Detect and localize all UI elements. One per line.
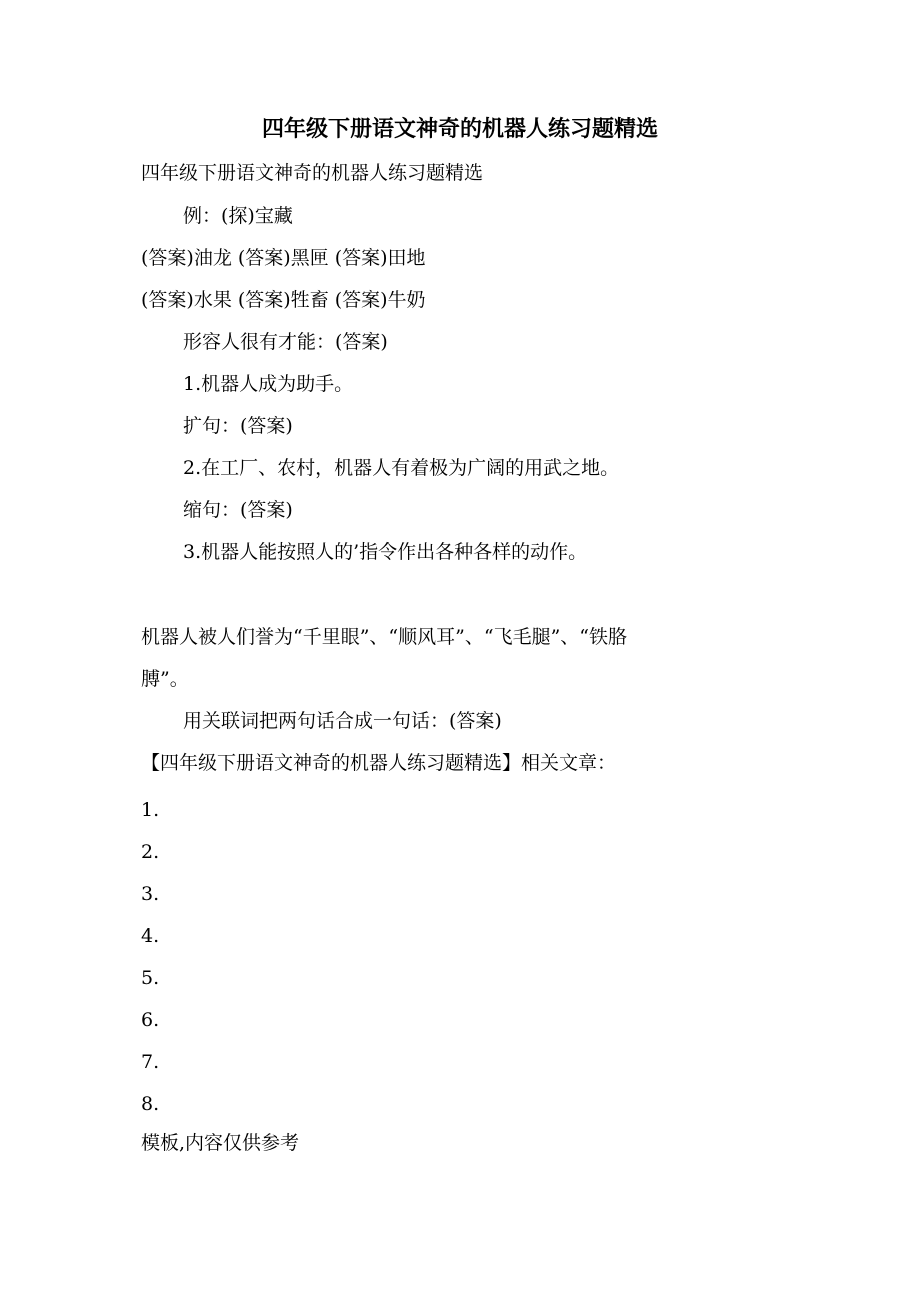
list-item: 4. xyxy=(141,925,160,947)
nickname-line: 机器人被人们誉为“千里眼”、“顺风耳”、“飞毛腿”、“铁胳 xyxy=(141,626,627,648)
question-1: 1.机器人成为助手。 xyxy=(183,373,354,395)
subtitle-line: 四年级下册语文神奇的机器人练习题精选 xyxy=(141,162,484,184)
talent-line: 形容人很有才能：(答案) xyxy=(183,331,388,353)
list-item: 6. xyxy=(141,1009,160,1031)
expand-line: 扩句：(答案) xyxy=(183,415,293,437)
answer-line-2: (答案)水果 (答案)牲畜 (答案)牛奶 xyxy=(141,289,426,311)
footer-note: 模板,内容仅供参考 xyxy=(141,1132,300,1154)
related-heading: 【四年级下册语文神奇的机器人练习题精选】相关文章： xyxy=(141,752,617,774)
list-item: 1. xyxy=(141,799,160,821)
conjunction-line: 用关联词把两句话合成一句话：(答案) xyxy=(183,710,502,732)
list-item: 2. xyxy=(141,841,160,863)
question-2: 2.在工厂、农村，机器人有着极为广阔的用武之地。 xyxy=(183,457,620,479)
list-item: 8. xyxy=(141,1093,160,1115)
example-line: 例：(探)宝藏 xyxy=(183,205,293,227)
document-title: 四年级下册语文神奇的机器人练习题精选 xyxy=(261,116,658,142)
shorten-line: 缩句：(答案) xyxy=(183,499,293,521)
list-item: 3. xyxy=(141,883,160,905)
nickname-line-end: 膊”。 xyxy=(141,668,189,690)
answer-line-1: (答案)油龙 (答案)黑匣 (答案)田地 xyxy=(141,247,426,269)
list-item: 5. xyxy=(141,967,160,989)
list-item: 7. xyxy=(141,1051,160,1073)
question-3: 3.机器人能按照人的’指令作出各种各样的动作。 xyxy=(183,541,588,563)
